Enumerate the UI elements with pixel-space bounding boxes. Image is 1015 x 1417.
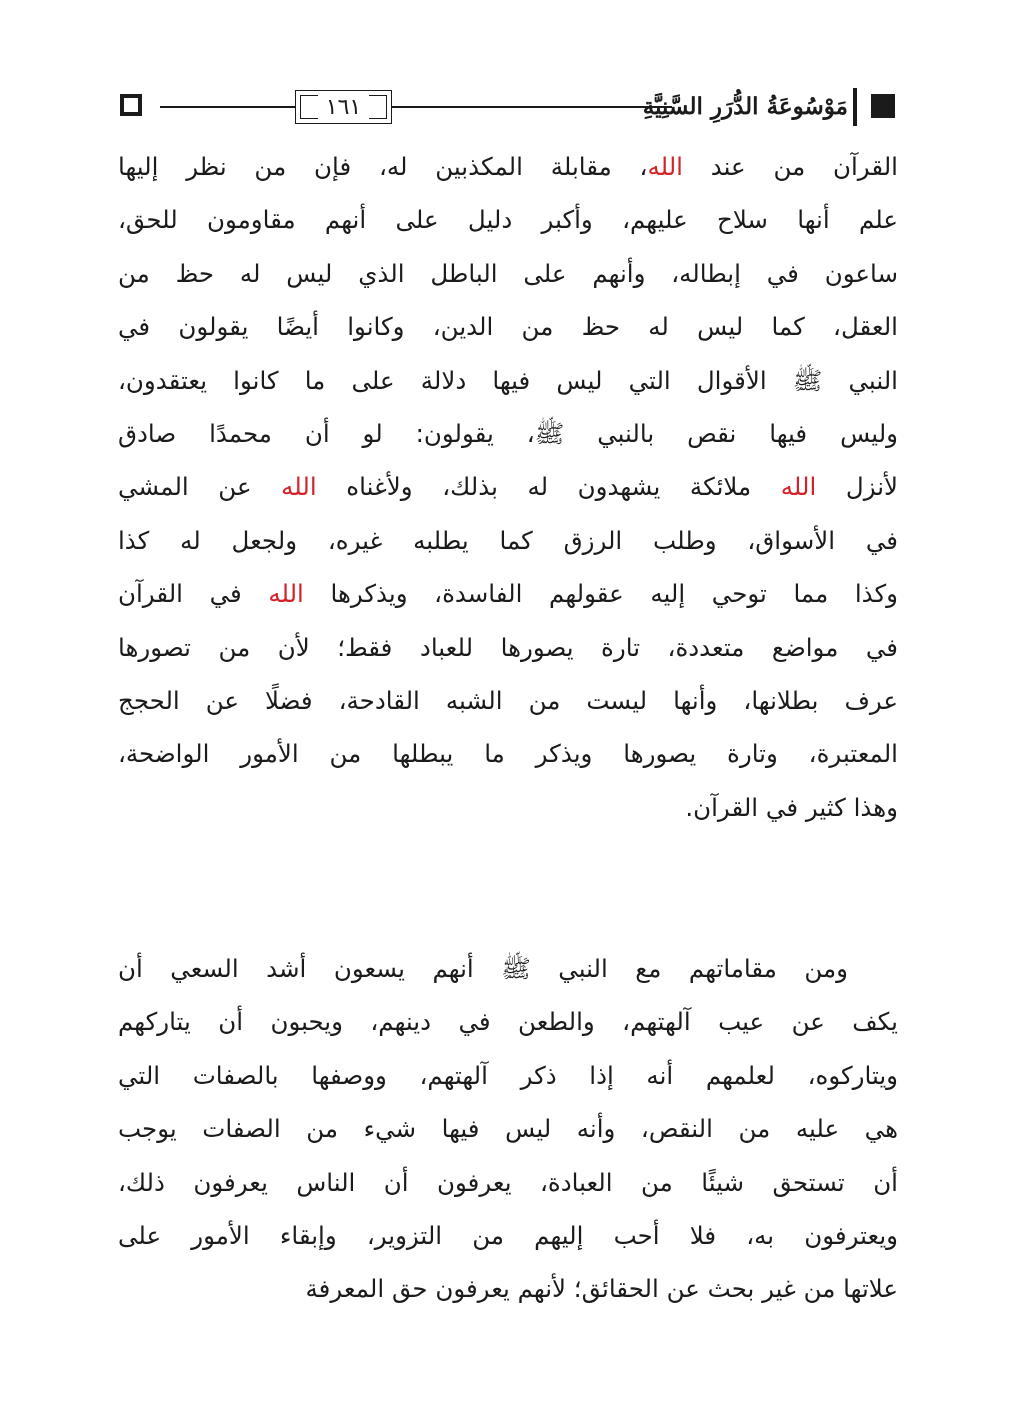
text-run: ويعترفون به، فلا أحب إليهم من التزوير، وإبقاء الأمور على [118,1220,898,1250]
text-line [118,781,898,834]
page-number: ١٦١ [318,95,369,120]
text-line [118,1102,898,1155]
text-line [118,140,898,193]
text-run: ، مقابلة المكذبين له، فإن من نظر إليها [118,152,648,181]
header-ornament-square [871,94,895,118]
text-line [118,727,898,780]
text-run: وكذا مما توحي إليه عقولهم الفاسدة، ويذكرها [303,579,898,609]
paragraph-2 [118,942,898,1316]
text-line [118,1262,898,1315]
text-run: عن المشي [118,472,282,502]
text-run: يكف عن عيب آلهتهم، والطعن في دينهم، ويحبون أن يتاركهم [118,1007,898,1037]
text-run: علاتها من غير بحث عن الحقائق؛ لأنهم يعرفون حق المعرفة [305,1274,898,1304]
text-line [118,460,898,513]
text-run: العقل، كما ليس له حظ من الدين، وكانوا أيضًا يقولون في [118,312,898,342]
text-line [118,674,898,727]
series-title: مَوْسُوعَةُ الدُّرَرِ السَّنِيَّةِ [642,93,848,120]
text-run: لأنزل [816,472,898,502]
text-run: عرف بطلانها، وأنها ليست من الشبه القادحة، فضلًا عن الحجج [118,685,898,715]
running-header [120,84,895,130]
text-run: ملائكة يشهدون له بذلك، ولأغناه [316,472,781,502]
text-line [118,995,898,1048]
text-line [118,407,898,460]
header-rule-right [392,106,672,108]
text-run: في القرآن [118,579,269,609]
page-number-frame [295,90,392,124]
text-line [118,1209,898,1262]
text-run: النبي ﷺ الأقوال التي ليس فيها دلالة على ما كانوا يعتقدون، [118,365,898,395]
text-line [118,300,898,353]
text-line [118,621,898,674]
text-run: المعتبرة، وتارة يصورها ويذكر ما يبطلها من الأمور الواضحة، [118,739,898,769]
text-line [118,942,898,995]
text-run: وهذا كثير في القرآن. [685,792,898,822]
divine-name: الله [647,152,683,181]
text-line [118,1156,898,1209]
text-line [118,247,898,300]
divine-name: الله [780,472,817,502]
text-run: علم أنها سلاح عليهم، وأكبر دليل على أنهم مقاومون للحق، [118,205,898,235]
text-run: هي عليه من النقص، وأنه ليس فيها شيء من الصفات يوجب [118,1114,898,1144]
text-run: في الأسواق، وطلب الرزق كما يطلبه غيره، ولجعل له كذا [118,525,898,555]
header-rule-left [160,106,295,108]
text-line [118,193,898,246]
text-run: وليس فيها نقص بالنبي ﷺ، يقولون: لو أن محمدًا صادق [118,418,898,448]
text-run: ومن مقاماتهم مع النبي ﷺ أنهم يسعون أشد السعي أن [118,954,848,983]
text-run: ويتاركوه، لعلمهم أنه إذا ذكر آلهتهم، ووصفها بالصفات التي [118,1060,898,1090]
text-line [118,354,898,407]
header-ornament-box [120,94,142,116]
text-run: أن تستحق شيئًا من العبادة، يعرفون أن الناس يعرفون ذلك، [118,1167,898,1197]
text-run: ساعون في إبطاله، وأنهم على الباطل الذي ليس له حظ من [118,258,898,288]
text-line [118,567,898,620]
paragraph-1 [118,140,898,834]
text-line [118,1049,898,1102]
text-line [118,514,898,567]
text-run: القرآن من عند [683,152,898,181]
text-run: في مواضع متعددة، تارة يصورها للعباد فقط؛ لأن من تصورها [118,632,898,662]
header-ornament-bar [853,88,857,126]
divine-name: الله [281,472,317,502]
divine-name: الله [268,579,304,609]
